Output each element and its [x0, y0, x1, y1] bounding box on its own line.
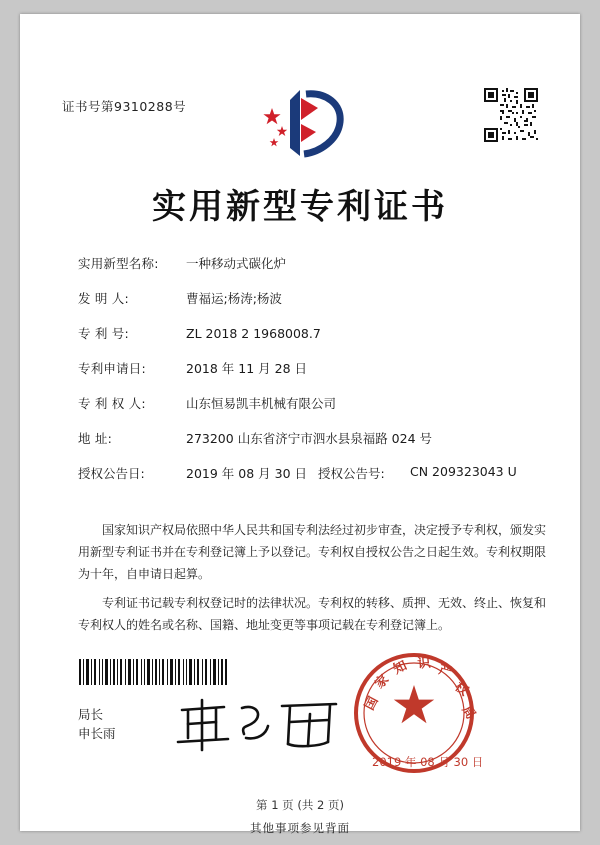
svg-text:识: 识 — [416, 655, 432, 672]
paragraph: 专利证书记载专利权登记时的法律状况。专利权的转移、质押、无效、终止、恢复和专利权人的姓名或名称、国籍、地址变更等事项记载在专利登记簿上。 — [78, 595, 547, 632]
certificate-page — [20, 14, 580, 831]
field-list — [78, 254, 548, 499]
paragraph: 国家知识产权局依照中华人民共和国专利法经过初步审查，决定授予专利权，颁发实用新型专利证书并在专利登记簿上予以登记。专利权自授权公告之日起生效。专利权期限为十年，自申请日起算。 — [78, 523, 547, 582]
cnipa-logo-icon — [260, 86, 346, 162]
page-number: 第 1 页 (共 2 页) — [256, 798, 344, 812]
barcode — [78, 659, 228, 685]
director-signature-icon — [170, 694, 350, 754]
field-label: 专 利 号: — [78, 326, 129, 341]
field-label: 实用新型名称: — [78, 256, 159, 271]
field-row — [78, 324, 548, 342]
grant-number-label: 授权公告号: — [318, 466, 385, 481]
field-row — [78, 289, 548, 307]
field-label: 专利申请日: — [78, 361, 146, 376]
svg-text:知: 知 — [391, 658, 410, 678]
field-label: 地 址: — [78, 431, 112, 446]
director-block — [78, 706, 116, 744]
director-name: 申长雨 — [78, 725, 116, 741]
field-row — [78, 429, 548, 447]
field-value: 山东恒易凯丰机械有限公司 — [186, 396, 337, 411]
qr-code-icon — [484, 88, 538, 142]
legal-text — [78, 519, 546, 642]
field-row — [78, 254, 548, 272]
svg-text:家: 家 — [372, 672, 393, 692]
footer-note: 其他事项参见背面 — [250, 821, 350, 835]
field-value: 曹福运;杨涛;杨波 — [186, 291, 282, 306]
field-label: 发 明 人: — [78, 291, 129, 306]
field-value: 2018 年 11 月 28 日 — [186, 361, 307, 376]
director-title: 局长 — [78, 707, 104, 722]
grant-date-value: 2019 年 08 月 30 日 — [186, 466, 307, 481]
field-row — [78, 394, 548, 412]
grant-number-value: CN 209323043 U — [410, 464, 517, 479]
field-row — [78, 359, 548, 377]
field-label: 专 利 权 人: — [78, 396, 146, 411]
svg-text:权: 权 — [451, 679, 472, 700]
seal-date: 2019 年 08 月 30 日 — [372, 755, 484, 769]
field-value: 一种移动式碳化炉 — [186, 256, 287, 271]
field-value: 273200 山东省济宁市泗水县泉福路 024 号 — [186, 431, 432, 446]
certificate-number: 证书号第9310288号 — [62, 99, 187, 114]
grant-row — [78, 464, 548, 482]
field-value: ZL 2018 2 1968008.7 — [186, 326, 321, 341]
grant-date-label: 授权公告日: — [78, 466, 145, 481]
svg-text:局: 局 — [458, 703, 478, 723]
page-title: 实用新型专利证书 — [152, 187, 448, 227]
svg-text:产: 产 — [436, 662, 454, 681]
svg-text:国: 国 — [362, 694, 382, 713]
